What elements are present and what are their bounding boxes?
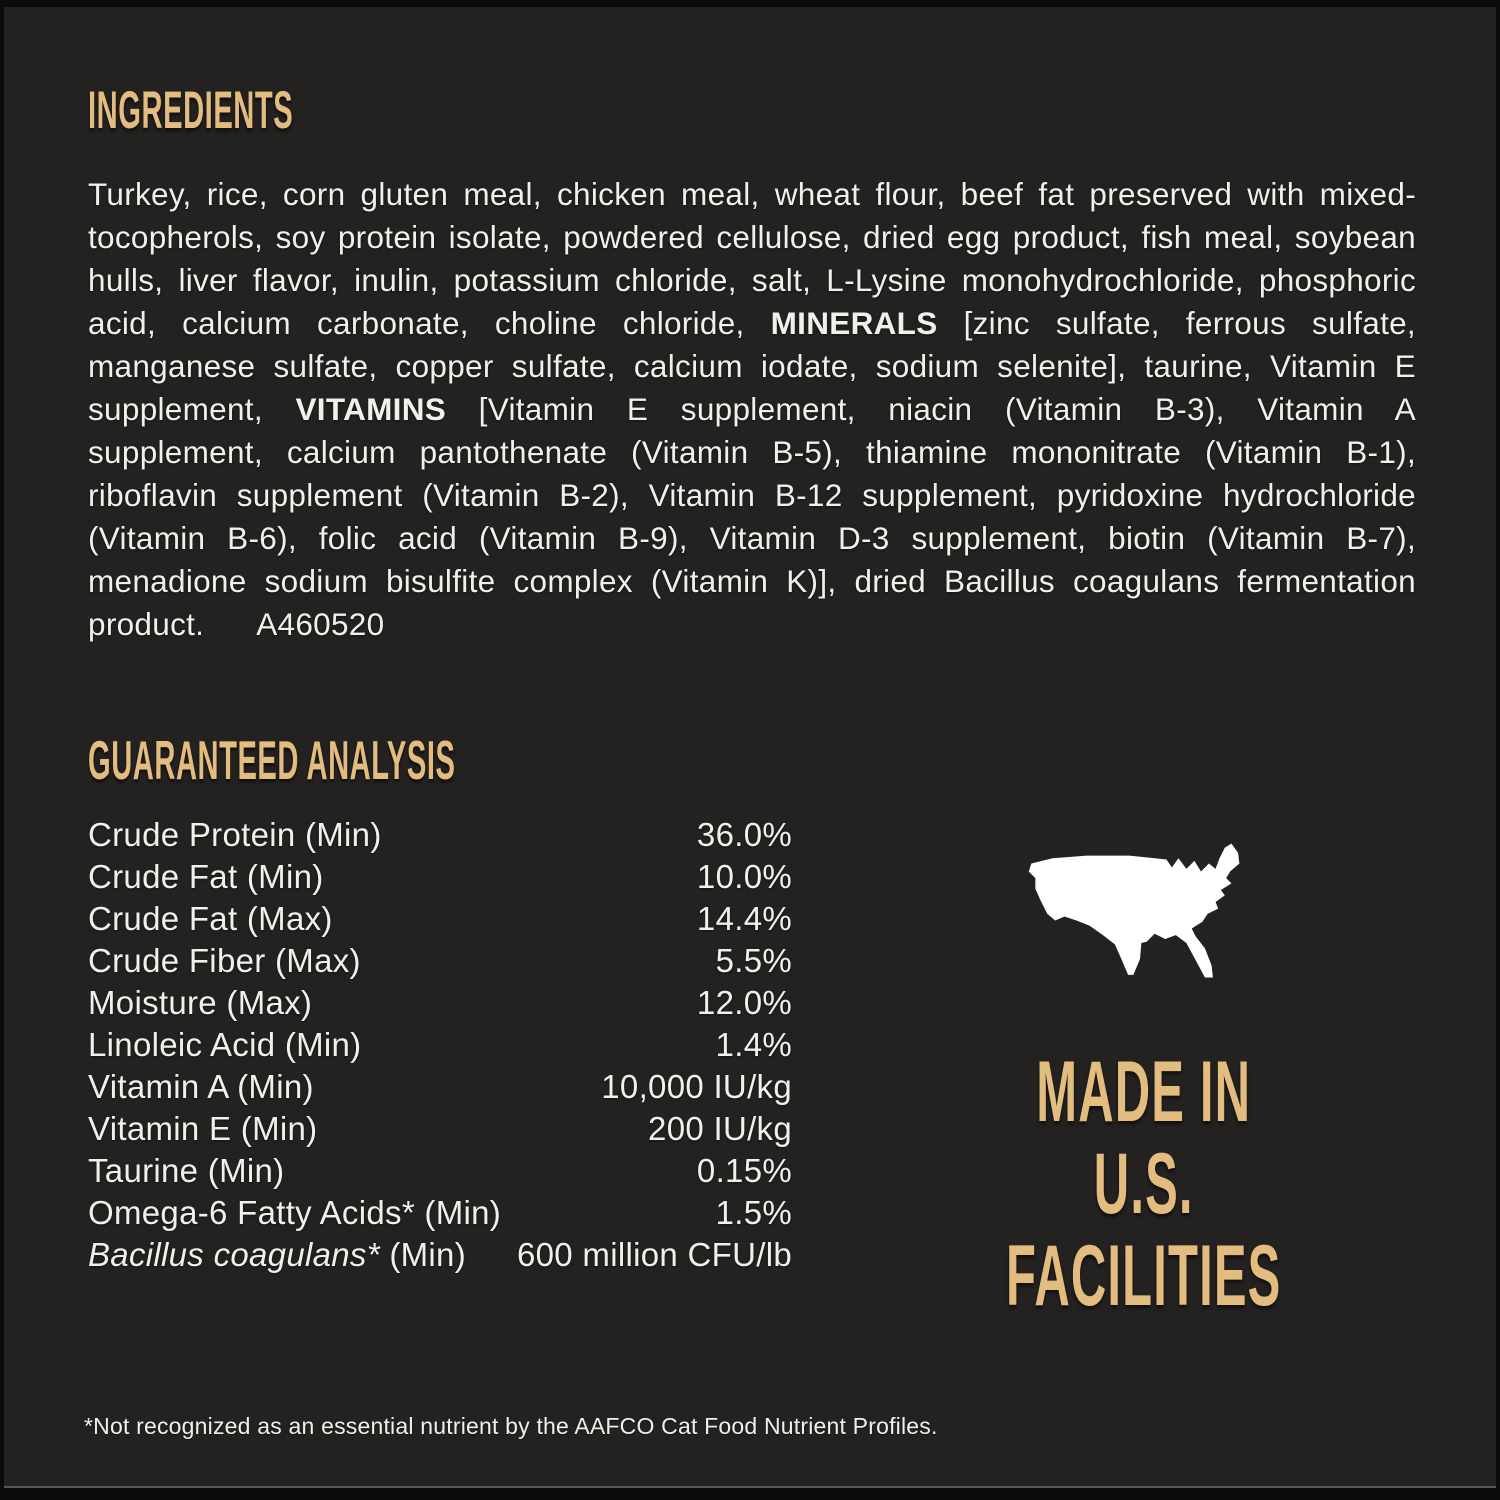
ingredients-text-part3: [Vitamin E supplement, niacin (Vitamin B-3), Vitamin A supplement, calcium pantothenate (Vitamin B-5), thiamine mononitrate (Vitamin B-1), riboflavin supplement (Vitamin B-2), Vitamin B-12 supplement, pyridoxine hydrochloride (Vitamin B-6), folic acid (Vitamin B-9), Vitamin D-3 supplement, biotin (Vitamin B-7), menadione sodium bisulfite complex (Vitamin K)], dried Bacillus coagulans fermentation product. (88, 391, 1416, 642)
aafco-footnote: *Not recognized as an essential nutrient by the AAFCO Cat Food Nutrient Profiles. (84, 1413, 938, 1439)
analysis-value: 12.0% (696, 984, 792, 1021)
guaranteed-analysis-heading: GUARANTEED ANALYSIS (88, 729, 456, 791)
analysis-label (88, 1234, 466, 1276)
analysis-value: 10.0% (696, 858, 792, 895)
analysis-row (88, 898, 792, 940)
analysis-label: Omega-6 Fatty Acids* (Min) (88, 1194, 502, 1231)
made-in-line3: FACILITIES (1006, 1228, 1282, 1324)
ingredients-text-part1: Turkey, rice, corn gluten meal, chicken meal, wheat flour, beef fat preserved with mixed-tocopherols, soy protein isolate, powdered cellulose, dried egg product, fish meal, soybean hulls, liver flavor, inulin, potassium chloride, salt, L-Lysine monohydrochloride, phosphoric acid, calcium carbonate, choline chloride, (88, 176, 1416, 341)
analysis-label: Vitamin E (Min) (88, 1110, 318, 1147)
analysis-label: Crude Fat (Min) (88, 858, 324, 895)
analysis-label: Taurine (Min) (88, 1152, 285, 1189)
analysis-value: 5.5% (715, 942, 792, 979)
analysis-value: 10,000 IU/kg (601, 1068, 792, 1105)
analysis-row (88, 1066, 792, 1108)
us-map-icon (1018, 841, 1270, 1000)
made-in-line1: MADE IN (1036, 1044, 1252, 1140)
ingredients-paragraph (88, 173, 1416, 646)
analysis-row (88, 1024, 792, 1066)
guaranteed-analysis-table (88, 814, 792, 1276)
bacillus-min-suffix: (Min) (379, 1236, 466, 1273)
analysis-label: Vitamin A (Min) (88, 1068, 314, 1105)
analysis-label: Crude Fiber (Max) (88, 942, 361, 979)
analysis-row (88, 982, 792, 1024)
analysis-value: 1.5% (715, 1194, 792, 1231)
analysis-row (88, 1234, 792, 1276)
analysis-row (88, 1192, 792, 1234)
analysis-value: 0.15% (696, 1152, 792, 1189)
analysis-label: Linoleic Acid (Min) (88, 1026, 362, 1063)
made-in-line2: U.S. (1094, 1136, 1194, 1232)
analysis-label: Moisture (Max) (88, 984, 313, 1021)
analysis-row (88, 1108, 792, 1150)
minerals-label: MINERALS (770, 305, 938, 341)
analysis-value: 600 million CFU/lb (517, 1236, 792, 1273)
analysis-row (88, 856, 792, 898)
made-in-us-block (949, 827, 1339, 1322)
ingredients-heading: INGREDIENTS (88, 81, 294, 140)
analysis-label: Crude Fat (Max) (88, 900, 333, 937)
analysis-row (88, 814, 792, 856)
ingredients-text-part2: [zinc sulfate, ferrous sulfate, manganese sulfate, copper sulfate, calcium iodate, sodium selenite], taurine, Vitamin E supplement, (88, 305, 1416, 427)
analysis-value: 36.0% (696, 816, 792, 853)
made-in-text (902, 1046, 1385, 1322)
analysis-value: 14.4% (696, 900, 792, 937)
analysis-row (88, 1150, 792, 1192)
analysis-value: 1.4% (715, 1026, 792, 1063)
analysis-label: Crude Protein (Min) (88, 816, 382, 853)
analysis-value: 200 IU/kg (648, 1110, 792, 1147)
vitamins-label: VITAMINS (295, 391, 447, 427)
bacillus-coagulans-italic: Bacillus coagulans* (88, 1236, 380, 1273)
formula-code: A460520 (256, 606, 385, 642)
analysis-row (88, 940, 792, 982)
label-back-panel (4, 7, 1496, 1488)
